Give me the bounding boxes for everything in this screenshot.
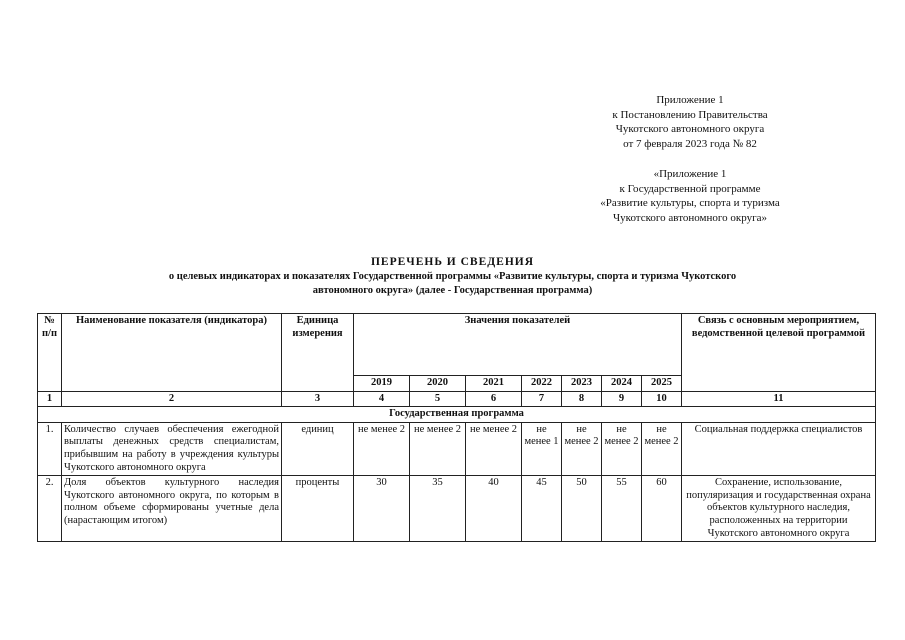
row-value: не менее 2	[642, 422, 682, 475]
row-value: не менее 2	[602, 422, 642, 475]
appendix-line: «Приложение 1	[653, 168, 727, 180]
appendix-line: Чукотского автономного округа»	[613, 211, 767, 224]
column-number: 9	[602, 391, 642, 407]
row-unit: проценты	[282, 476, 354, 542]
column-number: 2	[62, 391, 282, 407]
row-value: не менее 2	[410, 422, 466, 475]
row-link: Социальная поддержка специалистов	[682, 422, 876, 475]
appendix-block-1	[540, 93, 840, 151]
title-main: ПЕРЕЧЕНЬ И СВЕДЕНИЯ	[370, 256, 535, 268]
year-cell: 2019	[354, 376, 410, 392]
table-row	[38, 476, 876, 542]
row-link: Сохранение, использование, популяризация и государственная охрана объектов культурного наследия, расположенных на территории Чукотского автономного округа	[682, 476, 876, 542]
year-cell: 2024	[602, 376, 642, 392]
appendix-block-2	[540, 167, 840, 225]
header-num: № п/п	[38, 314, 62, 392]
column-number: 3	[282, 391, 354, 407]
row-value: не менее 2	[562, 422, 602, 475]
row-num: 2.	[38, 476, 62, 542]
row-value: 50	[562, 476, 602, 542]
column-number: 5	[410, 391, 466, 407]
year-cell: 2023	[562, 376, 602, 392]
appendix-line: «Развитие культуры, спорта и туризма	[600, 197, 780, 209]
column-number: 1	[38, 391, 62, 407]
year-cell: 2021	[466, 376, 522, 392]
row-value: 45	[522, 476, 562, 542]
header-unit: Единица измерения	[282, 314, 354, 392]
column-number: 4	[354, 391, 410, 407]
appendix-line: к Постановлению Правительства	[612, 108, 768, 121]
column-number: 11	[682, 391, 876, 407]
row-value: 35	[410, 476, 466, 542]
year-cell: 2022	[522, 376, 562, 392]
appendix-line: Чукотского автономного округа	[615, 123, 765, 135]
year-cell: 2025	[642, 376, 682, 392]
section-heading: Государственная программа	[38, 407, 876, 423]
appendix-line: от 7 февраля 2023 года № 82	[623, 137, 757, 150]
row-value: не менее 1	[522, 422, 562, 475]
header-name: Наименование показателя (индикатора)	[62, 314, 282, 392]
title-sub-line1: о целевых индикаторах и показателях Государственной программы «Развитие культуры, спорта и туризма Чукотского	[168, 271, 737, 282]
appendix-line: Приложение 1	[656, 94, 724, 106]
row-value: 60	[642, 476, 682, 542]
column-number-row	[38, 391, 876, 407]
row-name: Доля объектов культурного наследия Чукотского автономного округа, по которым в полном объеме сформированы учетные дела (нарастающим итогом)	[62, 476, 282, 542]
column-number: 6	[466, 391, 522, 407]
row-num: 1.	[38, 422, 62, 475]
document-title	[60, 255, 845, 298]
row-unit: единиц	[282, 422, 354, 475]
row-name: Количество случаев обеспечения ежегодной выплаты денежных средств специалистам, прибывшим на работу в учреждения культуры Чукотского автономного округа	[62, 422, 282, 475]
appendix-line: к Государственной программе	[619, 182, 761, 195]
year-cell: 2020	[410, 376, 466, 392]
table-row	[38, 422, 876, 475]
row-value: не менее 2	[466, 422, 522, 475]
row-value: 40	[466, 476, 522, 542]
column-number: 8	[562, 391, 602, 407]
row-value: не менее 2	[354, 422, 410, 475]
column-number: 7	[522, 391, 562, 407]
row-value: 55	[602, 476, 642, 542]
header-values: Значения показателей	[354, 314, 682, 376]
column-number: 10	[642, 391, 682, 407]
row-value: 30	[354, 476, 410, 542]
indicators-table	[37, 313, 876, 542]
header-link: Связь с основным мероприятием, ведомственной целевой программой	[682, 314, 876, 392]
title-sub-line2: автономного округа» (далее - Государственная программа)	[312, 285, 593, 296]
